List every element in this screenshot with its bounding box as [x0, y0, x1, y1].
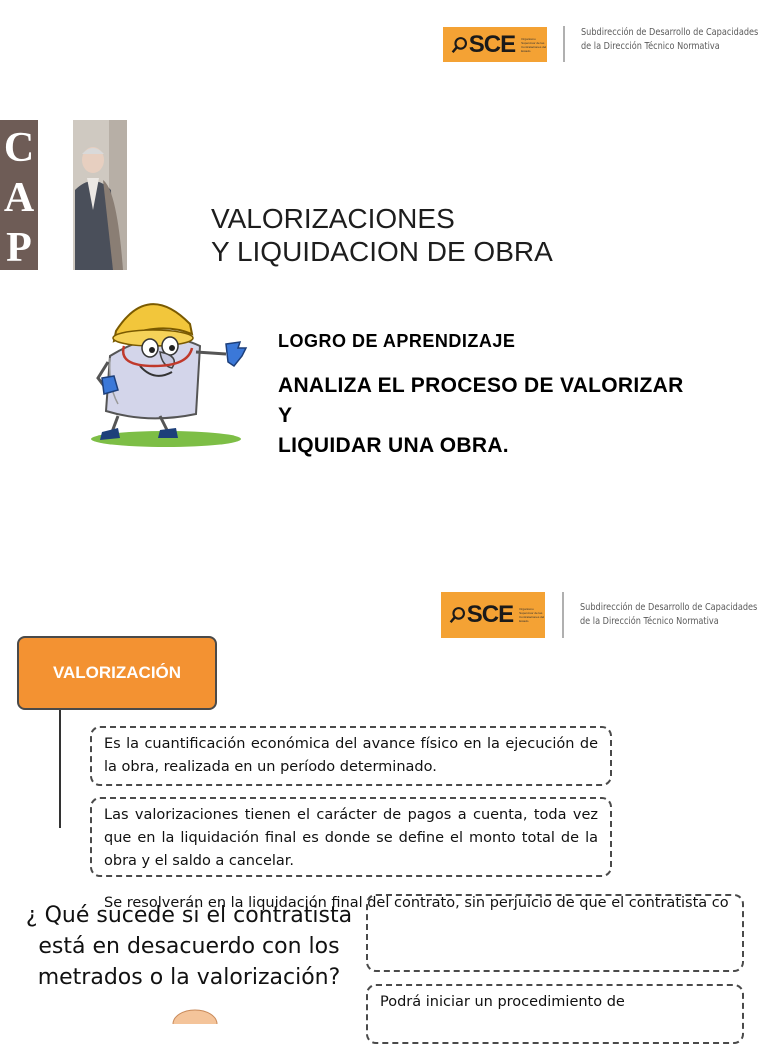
question-line2: está en desacuerdo con los: [38, 934, 340, 959]
page-title: [211, 202, 553, 268]
logro-line2: Y: [278, 404, 293, 427]
osce-logo-small-text: Organismo Supervisor de las Contrataciones del Estado: [521, 36, 547, 53]
osce-logo-word: SCE: [468, 30, 516, 58]
header2-subtitle-line1: Subdirección de Desarrollo de Capacidades: [580, 602, 758, 613]
logro-label: LOGRO DE APRENDIZAJE: [278, 331, 516, 351]
page-title-line2: Y LIQUIDACION DE OBRA: [211, 236, 553, 267]
logro-line1: ANALIZA EL PROCESO DE VALORIZAR: [278, 374, 684, 397]
header-subtitle-line2: de la Dirección Técnico Normativa: [581, 41, 720, 52]
cap-letter-p: P: [6, 225, 32, 271]
answer-text-2: Podrá iniciar un procedimiento de: [380, 994, 625, 1010]
osce-logo-2: [441, 592, 545, 638]
cap-sidebar: [0, 120, 38, 270]
connector-line: [59, 706, 61, 828]
osce-logo-small-text-2: Organismo Supervisor de las Contrataciones del Estado: [519, 607, 545, 623]
logro-line3: LIQUIDAR UNA OBRA.: [278, 434, 509, 457]
person-image: [73, 120, 127, 270]
question-line1: ¿ Qué sucede si el contratista: [25, 903, 353, 928]
logro-text: [278, 371, 684, 461]
cap-letter-a: A: [3, 175, 35, 221]
answer-text-1: Se resolverán en la liquidación final del contrato, sin perjuicio de que el contratista co: [104, 895, 729, 911]
valorizacion-heading: VALORIZACIÓN: [17, 636, 217, 710]
header-divider-2: [562, 592, 564, 638]
magnifier-icon-2: [449, 604, 467, 626]
question-text: [18, 900, 360, 993]
magnifier-icon: [451, 34, 469, 56]
question-line3: metrados o la valorización?: [37, 965, 341, 990]
osce-logo-word-2: SCE: [466, 601, 514, 628]
header-subtitle: [581, 26, 758, 54]
answer-box-2: [366, 984, 744, 1044]
header-subtitle-line1: Subdirección de Desarrollo de Capacidades: [581, 27, 759, 38]
header-divider: [563, 26, 565, 62]
presenter-photo: [73, 120, 127, 270]
definition-box: Es la cuantificación económica del avance físico en la ejecución de la obra, realizada en un período determinado.: [90, 726, 612, 786]
mascot-illustration: [88, 286, 258, 452]
cap-letter-c: C: [3, 125, 35, 171]
payments-box: Las valorizaciones tienen el carácter de pagos a cuenta, toda vez que en la liquidación final es donde se define el monto total de la obra y el saldo a cancelar.: [90, 797, 612, 877]
page-title-line1: VALORIZACIONES: [211, 203, 455, 234]
osce-logo: [443, 27, 547, 62]
header2-subtitle-line2: de la Dirección Técnico Normativa: [580, 616, 719, 627]
cartoon-peek: [170, 1004, 220, 1024]
header-subtitle-2: [580, 601, 757, 629]
